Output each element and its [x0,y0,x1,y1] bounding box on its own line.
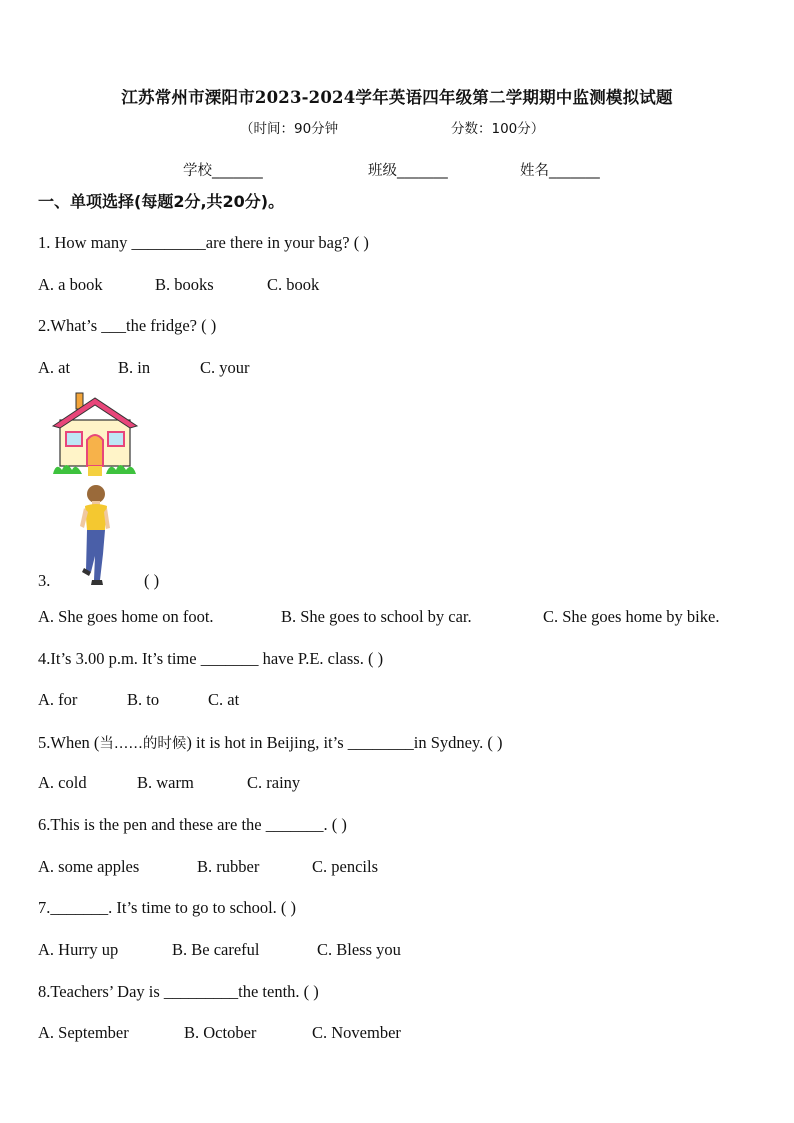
question-5 [38,732,503,753]
question-8: 8.Teachers’ Day is _________the tenth. ( ) [38,982,319,1001]
q2-option-a[interactable]: A. at [38,358,71,377]
name-field: 姓名_______ [520,163,600,179]
q1-option-b[interactable]: B. books [155,275,214,294]
section-title: 一、单项选择(每题2分,共20分)。 [38,192,285,211]
q2-option-b[interactable]: B. in [118,358,151,377]
q3-option-b[interactable]: B. She goes to school by car. [281,607,472,626]
class-field: 班级_______ [368,163,448,179]
q5-stem-end: ) it is hot in Beijing, it’s ________in Sydney. ( ) [186,733,503,752]
q5-option-c[interactable]: C. rainy [247,773,301,792]
exam-score: 分数：100分） [451,121,545,137]
q2-option-c[interactable]: C. your [200,358,250,377]
q8-option-a[interactable]: A. September [38,1023,129,1042]
question-7: 7._______. It’s time to go to school. ( ) [38,898,297,917]
q8-option-c[interactable]: C. November [312,1023,401,1042]
question-6: 6.This is the pen and these are the _______. ( ) [38,815,347,834]
q6-option-b[interactable]: B. rubber [197,857,260,876]
question-2: 2.What’s ___the fridge? ( ) [38,316,217,335]
q4-option-b[interactable]: B. to [127,690,160,709]
q6-option-a[interactable]: A. some apples [38,857,140,876]
q3-option-c[interactable]: C. She goes home by bike. [543,607,720,626]
exam-time: （时间：90分钟 [240,121,339,137]
house-icon [50,390,140,478]
q5-stem-chinese: 当……的时候 [99,736,187,752]
question-3-answer-paren: ( ) [144,571,160,590]
q7-option-a[interactable]: A. Hurry up [38,940,119,959]
school-field: 学校_______ [183,163,263,179]
walking-girl-icon [78,484,114,588]
q7-option-b[interactable]: B. Be careful [172,940,260,959]
q3-option-a[interactable]: A. She goes home on foot. [38,607,214,626]
q7-option-c[interactable]: C. Bless you [317,940,401,959]
exam-title: 江苏常州市溧阳市2023-2024学年英语四年级第二学期期中监测模拟试题 [121,88,673,107]
q4-option-a[interactable]: A. for [38,690,78,709]
q1-option-c[interactable]: C. book [267,275,320,294]
q5-stem-start: 5.When ( [38,733,100,752]
question-4: 4.It’s 3.00 p.m. It’s time _______ have P.E. class. ( ) [38,649,384,668]
question-1: 1. How many _________are there in your bag? ( ) [38,233,369,252]
q6-option-c[interactable]: C. pencils [312,857,378,876]
q8-option-b[interactable]: B. October [184,1023,257,1042]
q1-option-a[interactable]: A. a book [38,275,103,294]
q4-option-c[interactable]: C. at [208,690,240,709]
q5-option-b[interactable]: B. warm [137,773,194,792]
question-3-number: 3. [38,571,51,590]
q5-option-a[interactable]: A. cold [38,773,87,792]
